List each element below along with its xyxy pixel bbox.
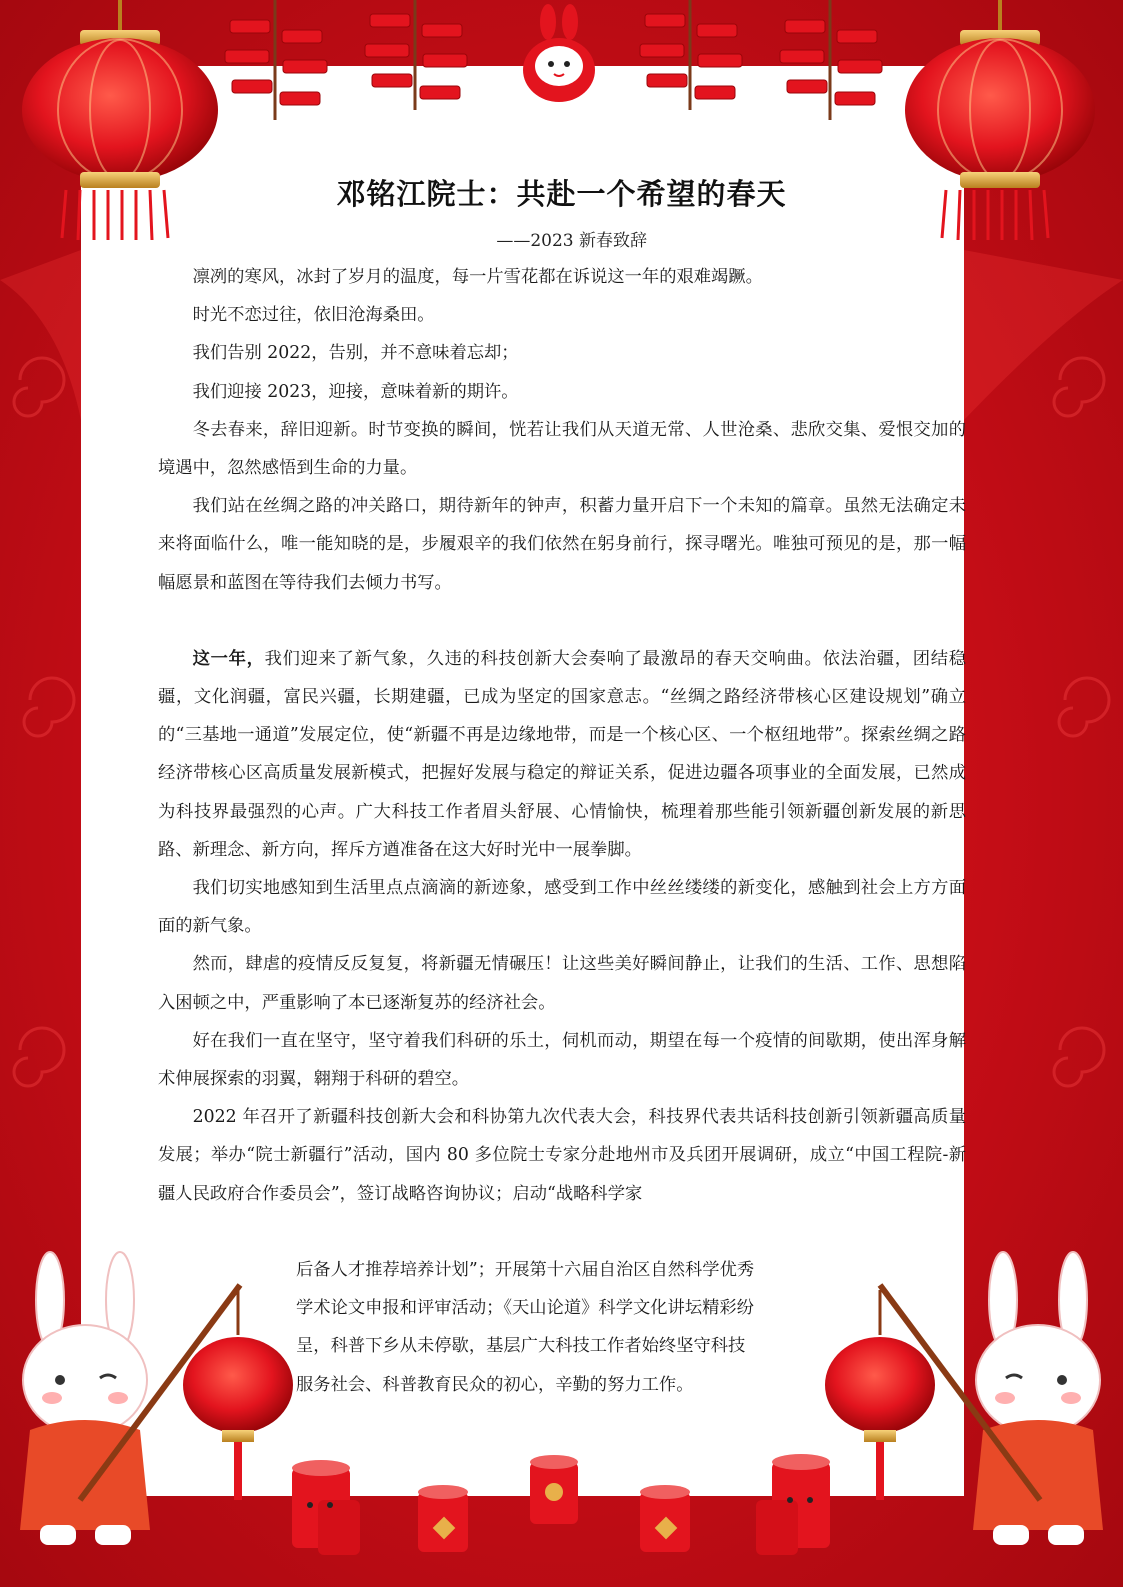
text-line: 呈，科普下乡从未停歇，基层广大科技工作者始终坚守科技 — [296, 1336, 746, 1357]
paragraph: 然而，肆虐的疫情反反复复，将新疆无情碾压！让这些美好瞬间静止，让我们的生活、工作、思想陷入困顿之中，严重影响了本已逐渐复苏的经济社会。 — [158, 954, 966, 1013]
text-line: 服务社会、科普教育民众的初心，辛勤的努力工作。 — [296, 1374, 694, 1395]
blank-line — [158, 602, 966, 640]
paragraph: 好在我们一直在坚守，坚守着我们科研的乐土，伺机而动，期望在每一个疫情的间歇期，使出浑身解术伸展探索的羽翼，翱翔于科研的碧空。 — [158, 1030, 966, 1090]
lead-rest-text: 我们迎来了新气象，久违的科技创新大会奏响了最激昂的春天交响曲。依法治疆，团结稳疆，文化润疆，富民兴疆，长期建疆，已成为坚定的国家意志。“丝绸之路经济带核心区建设规划”确立的“三基地一通道”发展定位，使“新疆不再是边缘地带，而是一个核心区、一个枢纽地带”。探索丝绸之路经济带核心区高质量发展新模式，把握好发展与稳定的辩证关系，促进边疆各项事业的全面发展，已然成为科技界最强烈的心声。广大科技工作者眉头舒展、心情愉快，梳理着那些能引领新疆创新发展的新思路、新理念、新方向，挥斥方遒准备在这大好时光中一展拳脚。 — [158, 648, 966, 860]
paragraph-this-year — [158, 640, 966, 869]
paragraph: 2022 年召开了新疆科技创新大会和科协第九次代表大会，科技界代表共话科技创新引领新疆高质量发展；举办“院士新疆行”活动，国内 80 多位院士专家分赴地州市及兵团开展调研，成立“中国工程院-新疆人民政府合作委员会”，签订战略咨询协议；启动“战略科学家 — [158, 1107, 966, 1204]
paragraph: 我们迎接 2023，迎接，意味着新的期许。 — [192, 381, 519, 402]
text-line: 学术论文申报和评审活动；《天山论道》科学文化讲坛精彩纷 — [296, 1298, 754, 1319]
letter-body — [158, 258, 966, 1213]
page-title: 邓铭江院士：共赴一个希望的春天 — [336, 177, 787, 211]
page-subtitle: ——2023 新春致辞 — [496, 231, 647, 251]
paragraph: 我们切实地感知到生活里点点滴滴的新迹象，感受到工作中丝丝缕缕的新变化，感触到社会上方方面面的新气象。 — [158, 878, 966, 937]
text-line: 后备人才推荐培养计划”；开展第十六届自治区自然科学优秀 — [296, 1260, 755, 1280]
paragraph: 凛冽的寒风，冰封了岁月的温度，每一片雪花都在诉说这一年的艰难竭蹶。 — [192, 267, 763, 287]
paragraph: 我们告别 2022，告别，并不意味着忘却； — [192, 343, 519, 364]
paragraph: 我们站在丝绸之路的冲关路口，期待新年的钟声，积蓄力量开启下一个未知的篇章。虽然无法确定未来将面临什么，唯一能知晓的是，步履艰辛的我们依然在躬身前行，探寻曙光。唯独可预见的是，那一幅幅愿景和蓝图在等待我们去倾力书写。 — [158, 496, 966, 593]
letter-body-narrow — [296, 1251, 856, 1404]
paragraph: 冬去春来，辞旧迎新。时节变换的瞬间，恍若让我们从天道无常、人世沧桑、悲欣交集、爱恨交加的境遇中，忽然感悟到生命的力量。 — [158, 419, 966, 479]
lead-bold-text: 这一年， — [192, 648, 265, 669]
paragraph: 时光不恋过往，依旧沧海桑田。 — [192, 305, 435, 326]
